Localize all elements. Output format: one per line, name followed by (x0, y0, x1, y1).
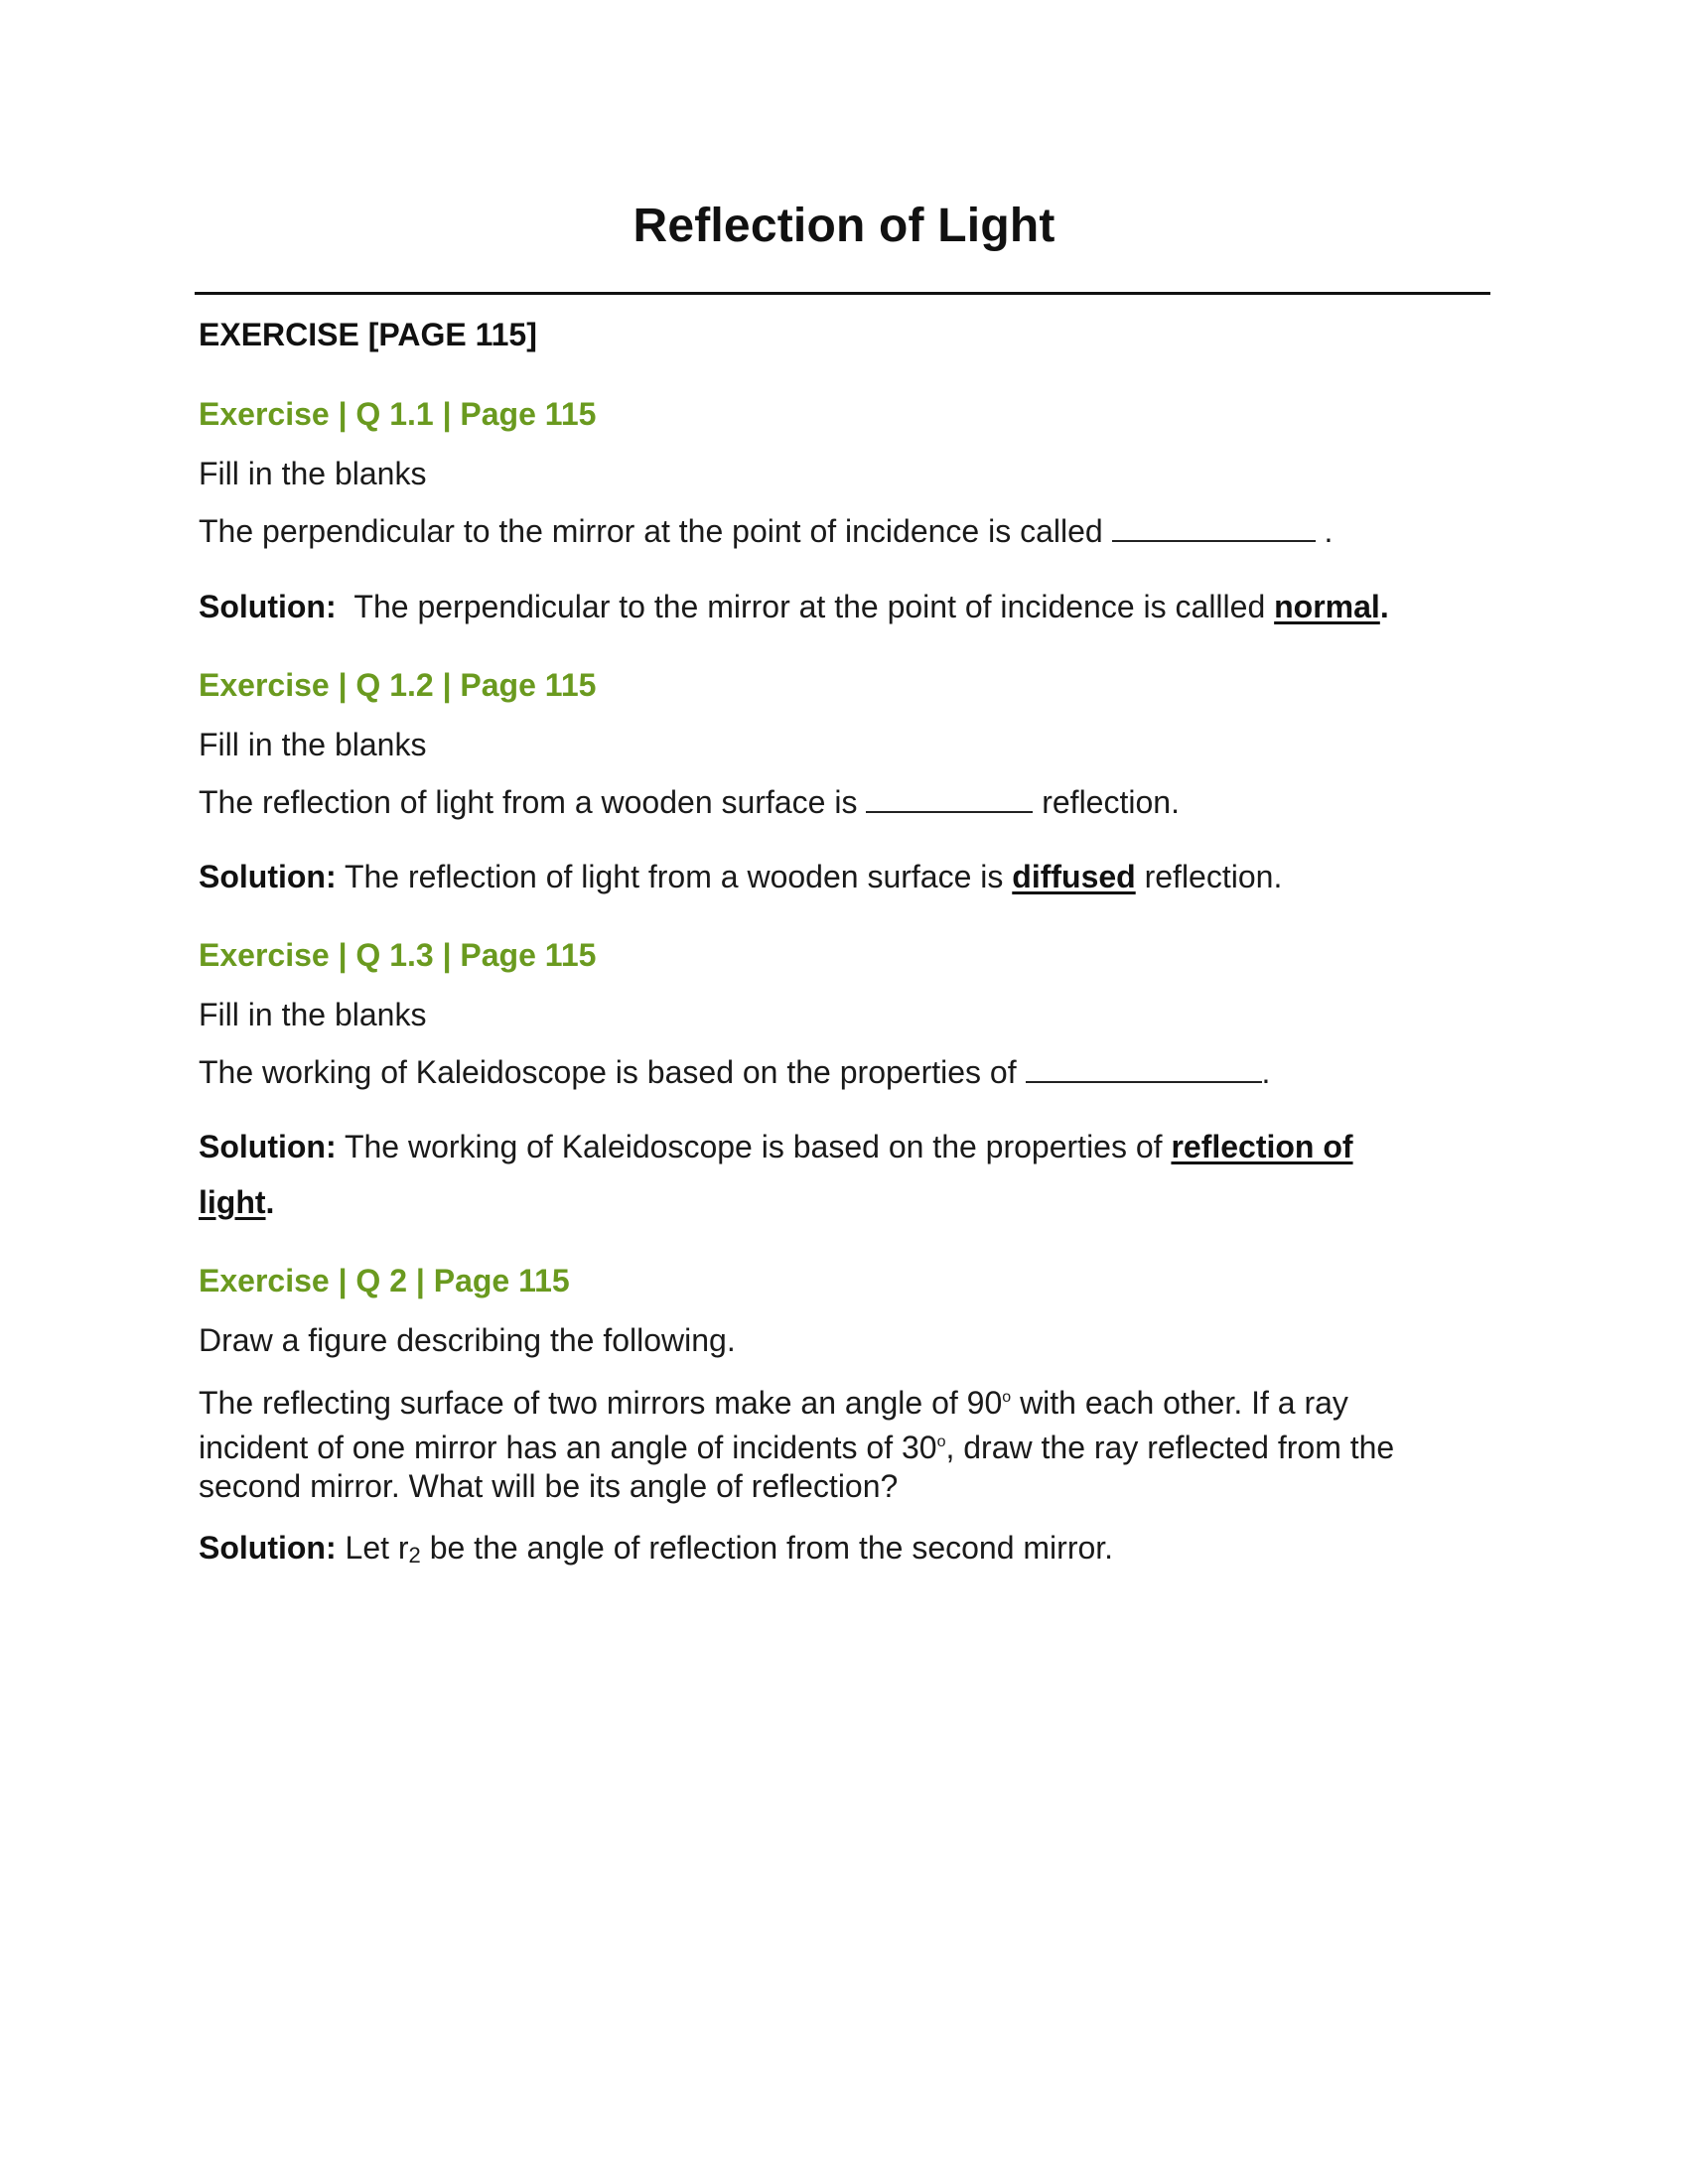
question-text-part-2: with each other. If a ray incident of one mirror has an angle of incidents of 30 (199, 1385, 1348, 1465)
degree-symbol: o (1002, 1389, 1012, 1406)
subscript: 2 (408, 1543, 421, 1568)
question-text-1-3 (199, 1053, 1489, 1091)
question-text-part-3: , draw the ray reflected from the second mirror. What will be its angle of reflection? (199, 1430, 1395, 1504)
solution-1-2 (199, 858, 1489, 895)
solution-text: Let r (345, 1530, 409, 1566)
solution-1-3 (199, 1119, 1400, 1230)
solution-label: Solution: (199, 1129, 337, 1164)
solution-1-1 (199, 588, 1489, 625)
solution-text: The working of Kaleidoscope is based on the properties of (344, 1129, 1163, 1164)
question-text: The reflection of light from a wooden surface is (199, 784, 858, 820)
question-instruction-1-3: Fill in the blanks (199, 997, 427, 1032)
question-heading-1-1: Exercise | Q 1.1 | Page 115 (199, 396, 597, 432)
answer-blank (1026, 1055, 1262, 1083)
question-text: The working of Kaleidoscope is based on the properties of (199, 1054, 1017, 1090)
question-text-end: . (1261, 1054, 1271, 1090)
solution-text: The reflection of light from a wooden surface is (344, 859, 1004, 894)
solution-end: . (1379, 589, 1389, 624)
question-instruction-2: Draw a figure describing the following. (199, 1322, 736, 1358)
solution-text: The perpendicular to the mirror at the point of incidence is callled (353, 589, 1266, 624)
question-instruction-1-2: Fill in the blanks (199, 727, 427, 762)
question-heading-2: Exercise | Q 2 | Page 115 (199, 1263, 570, 1298)
question-heading-1-3: Exercise | Q 1.3 | Page 115 (199, 937, 597, 973)
solution-label: Solution: (199, 859, 337, 894)
question-text-1-2 (199, 783, 1489, 821)
question-text: The perpendicular to the mirror at the point of incidence is called (199, 513, 1103, 549)
section-heading: EXERCISE [PAGE 115] (199, 317, 537, 352)
solution-answer: reflection of light (199, 1129, 1353, 1220)
question-text-1-1 (199, 512, 1489, 550)
solution-text-end: be the angle of reflection from the second mirror. (420, 1530, 1114, 1566)
degree-symbol: o (936, 1433, 946, 1450)
solution-2 (199, 1529, 1489, 1574)
page-title: Reflection of Light (633, 200, 1055, 252)
solution-label: Solution: (199, 1530, 337, 1566)
question-text-part-1: The reflecting surface of two mirrors make an angle of 90 (199, 1385, 1003, 1421)
question-text-end: reflection. (1042, 784, 1180, 820)
answer-blank (1112, 514, 1316, 542)
solution-answer: normal (1274, 589, 1380, 624)
question-text-2 (199, 1378, 1455, 1506)
solution-text-end: reflection. (1144, 859, 1283, 894)
question-text-end: . (1324, 513, 1334, 549)
question-instruction-1-1: Fill in the blanks (199, 456, 427, 491)
solution-label: Solution: (199, 589, 337, 624)
title-divider (195, 292, 1490, 295)
solution-answer: diffused (1012, 859, 1136, 894)
question-heading-1-2: Exercise | Q 1.2 | Page 115 (199, 667, 597, 703)
solution-end: . (265, 1184, 275, 1220)
answer-blank (866, 785, 1033, 813)
